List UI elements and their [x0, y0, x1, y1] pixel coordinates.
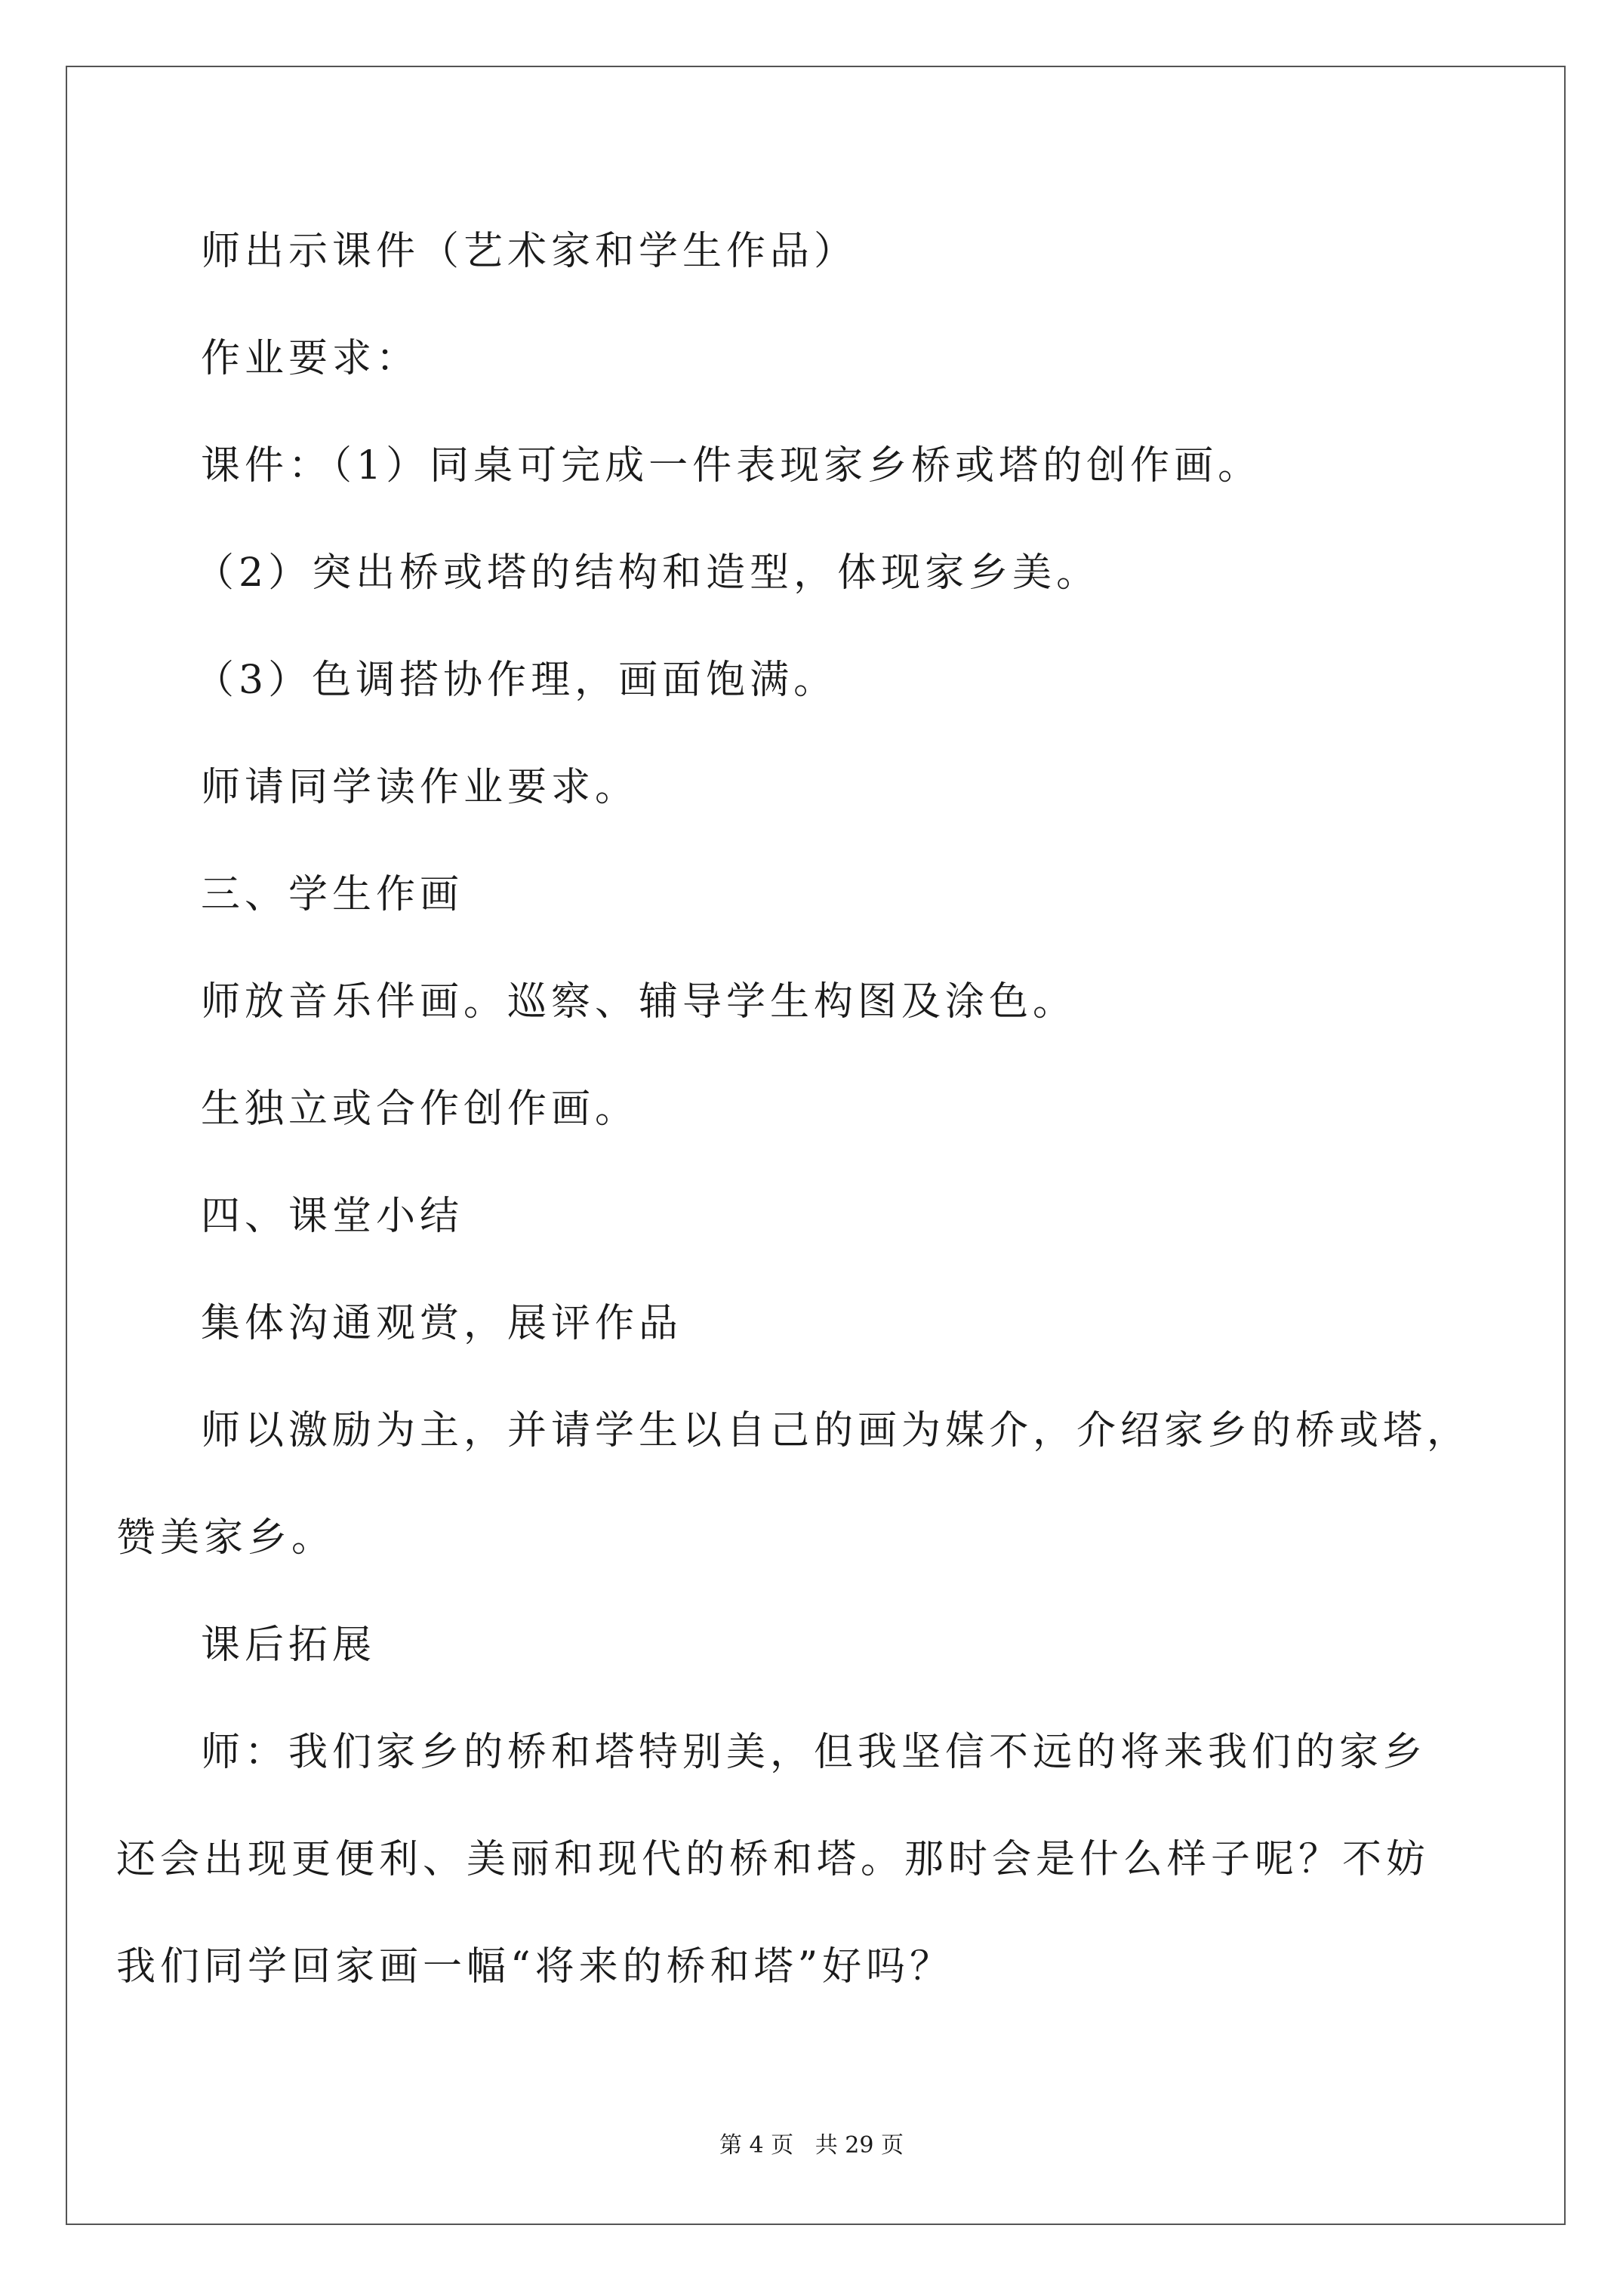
paragraph: 课件：（1）同桌可完成一件表现家乡桥或塔的创作画。 [201, 443, 1262, 488]
paragraph: （2）突出桥或塔的结构和造型，体现家乡美。 [195, 550, 1101, 596]
paragraph: 师请同学读作业要求。 [201, 765, 639, 810]
paragraph: 师出示课件（艺术家和学生作品） [201, 229, 858, 274]
paragraph: 师放音乐伴画。巡察、辅导学生构图及涂色。 [201, 979, 1077, 1025]
page-total: 共 29 页 [815, 2132, 904, 2159]
section-heading: 课后拓展 [201, 1623, 377, 1668]
page-number: 第 4 页 [719, 2132, 794, 2159]
paragraph-continuation: 还会出现更便利、美丽和现代的桥和塔。那时会是什么样子呢？不妨 [116, 1837, 1431, 1882]
paragraph: 集体沟通观赏，展评作品 [201, 1301, 683, 1346]
paragraph: 生独立或合作创作画。 [201, 1086, 639, 1132]
section-heading: 三、学生作画 [201, 872, 464, 917]
paragraph: （3）色调搭协作理，画面饱满。 [195, 658, 838, 703]
page-border [66, 66, 1566, 2225]
page-footer [0, 2132, 1623, 2159]
paragraph: 师以激励为主，并请学生以自己的画为媒介，介绍家乡的桥或塔， [201, 1408, 1471, 1453]
paragraph-continuation: 赞美家乡。 [116, 1515, 336, 1561]
paragraph-continuation: 我们同学回家画一幅“将来的桥和塔”好吗？ [116, 1944, 954, 1989]
section-heading: 四、课堂小结 [201, 1194, 464, 1239]
paragraph: 师：我们家乡的桥和塔特别美，但我坚信不远的将来我们的家乡 [201, 1730, 1427, 1775]
paragraph: 作业要求： [201, 336, 420, 381]
